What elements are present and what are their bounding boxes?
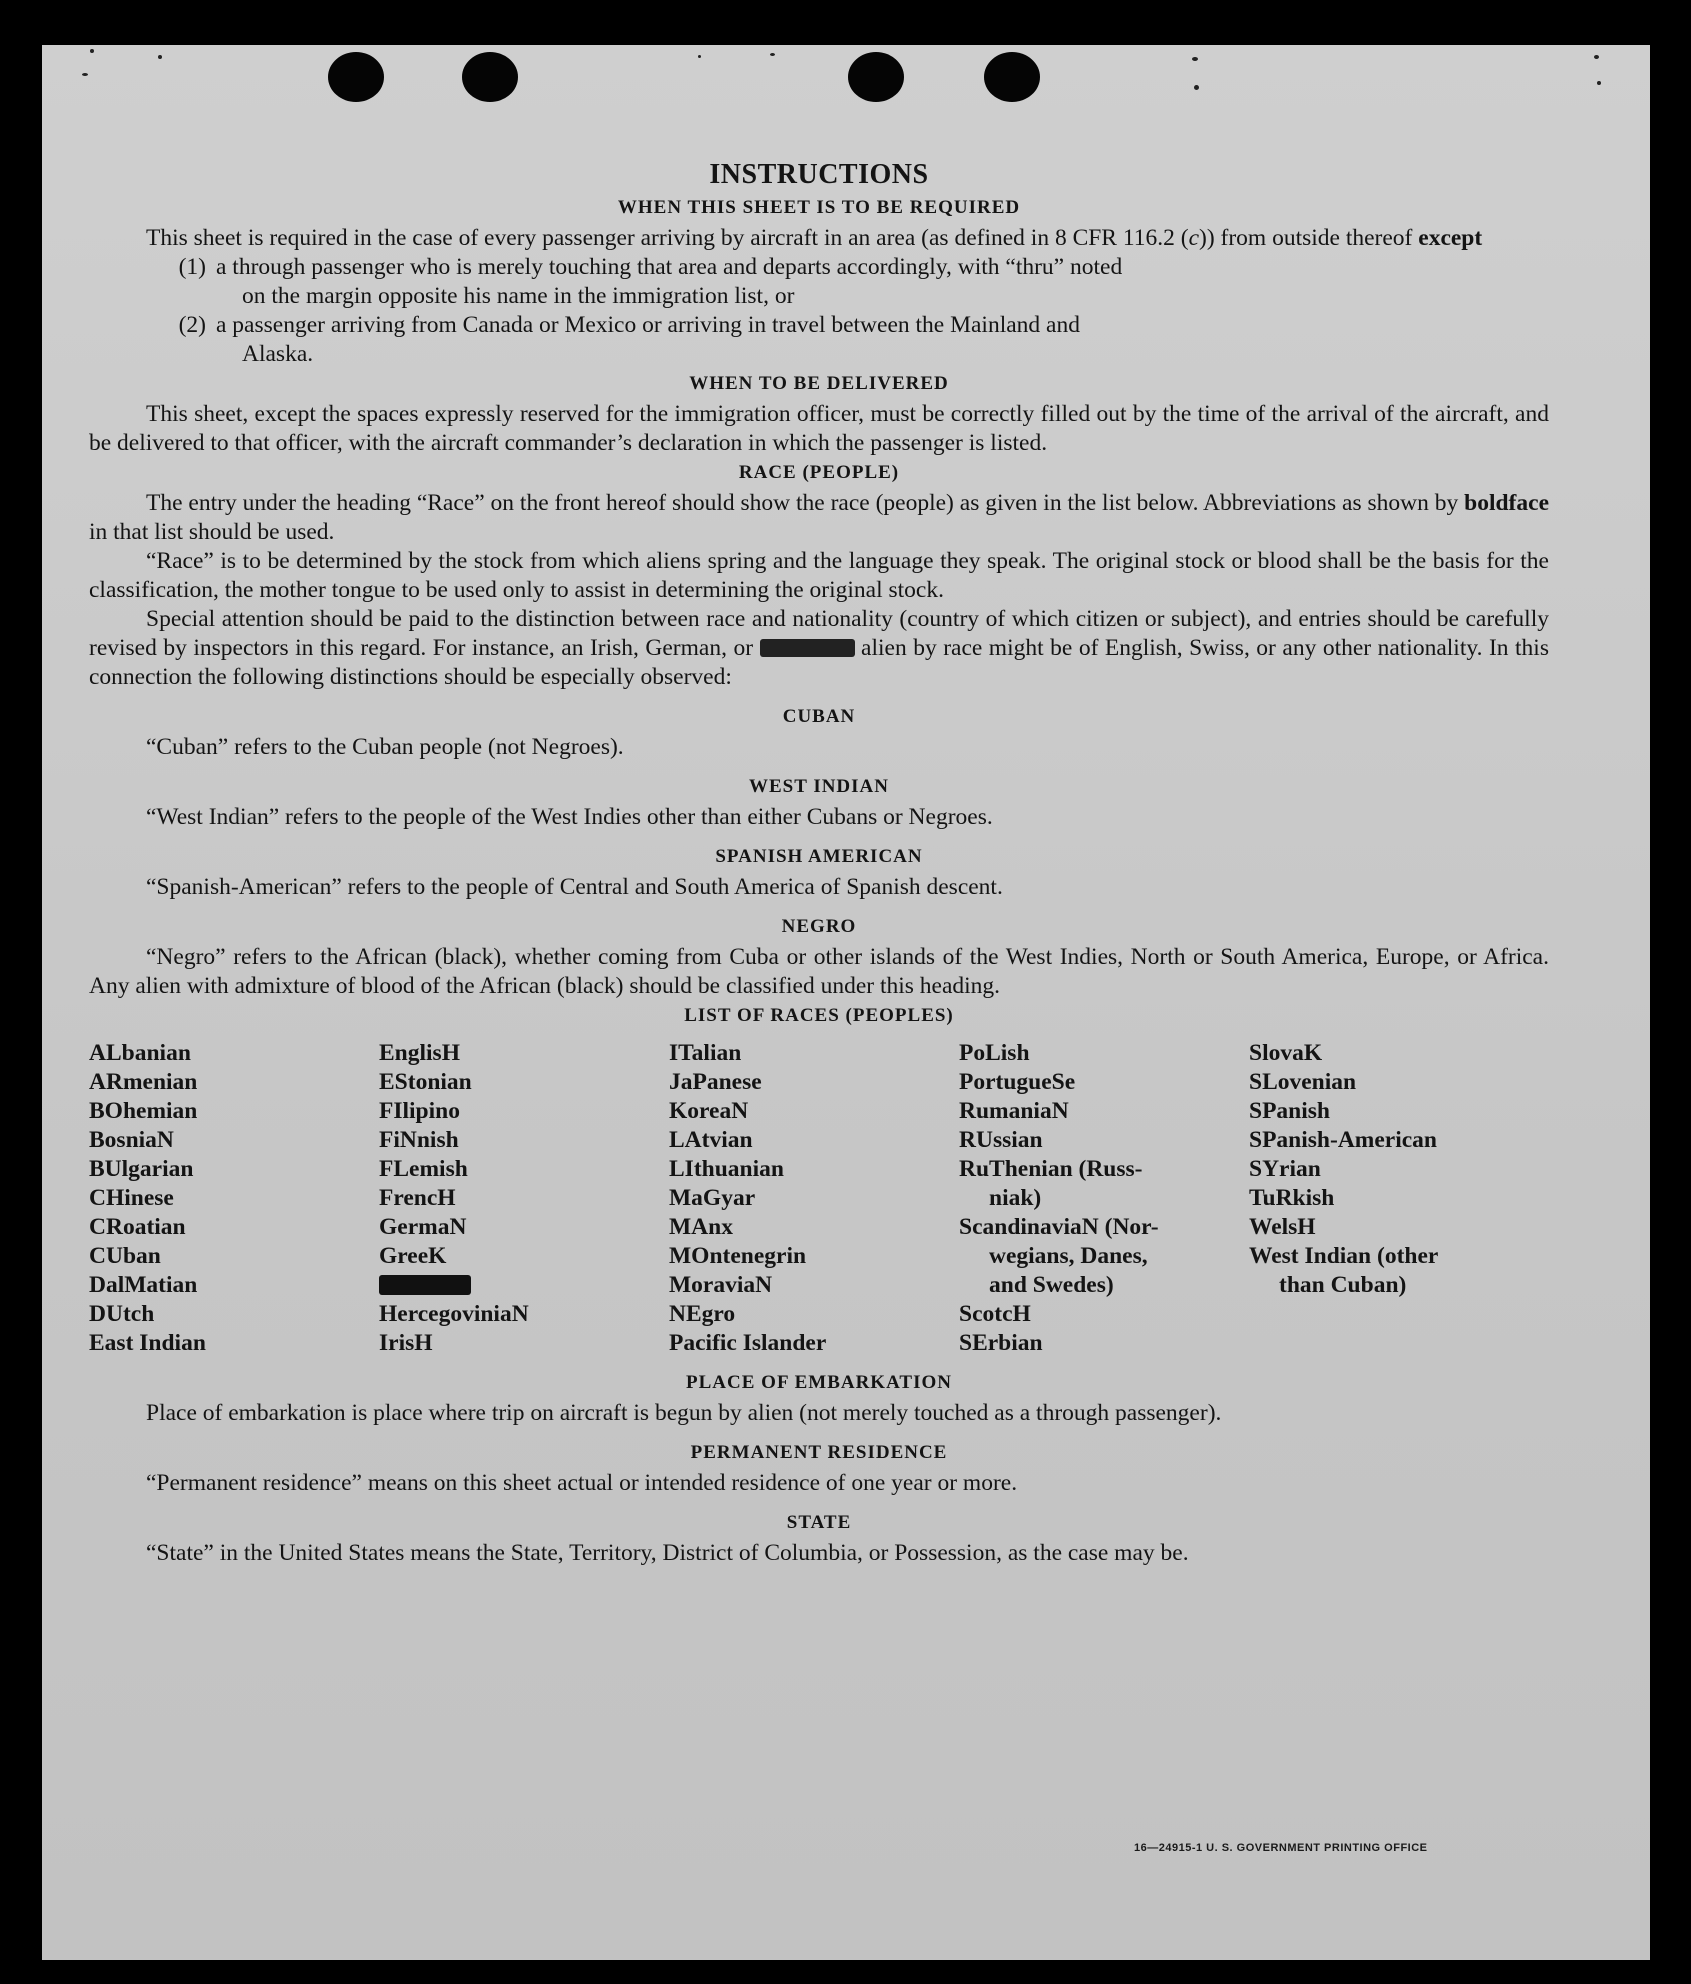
race-entry: LIthuanian <box>669 1156 784 1182</box>
race-entry: KoreaN <box>669 1098 749 1124</box>
race-entry-continuation <box>959 1242 1249 1271</box>
race-paragraph-1 <box>89 489 1549 547</box>
required-text-italic: c <box>1188 225 1199 251</box>
race-entry: East Indian <box>89 1330 206 1356</box>
race-entry: RuThenian (Russ- <box>959 1156 1143 1182</box>
speck <box>770 53 775 56</box>
race-entry: CRoatian <box>89 1214 186 1240</box>
speck <box>158 55 162 59</box>
race-entry: JaPanese <box>669 1069 762 1095</box>
race-entry: HercegoviniaN <box>379 1301 529 1327</box>
race-entry: ARmenian <box>89 1069 198 1095</box>
exception-text <box>216 253 1549 311</box>
speck <box>90 49 94 53</box>
punch-hole <box>848 52 904 102</box>
race-entry: WelsH <box>1249 1214 1316 1240</box>
speck <box>1192 57 1198 61</box>
race-entry: DalMatian <box>89 1272 198 1298</box>
speck <box>1594 55 1599 59</box>
race-entry-sub: and Swedes) <box>989 1272 1114 1298</box>
delivered-paragraph: This sheet, except the spaces expressly reserved for the immigration officer, must be correctly filled out by the time of the arrival of the aircraft, and be delivered to that officer, with the aircraft commander’s declaration in which the passenger is listed. <box>89 401 1549 456</box>
race-entry: TuRkish <box>1249 1185 1335 1211</box>
race-entry: MoraviaN <box>669 1272 773 1298</box>
section-heading-race: RACE (PEOPLE) <box>738 462 900 483</box>
race-entry: SYrian <box>1249 1156 1321 1182</box>
section-heading-west-indian: WEST INDIAN <box>749 776 889 797</box>
race-entry: BUlgarian <box>89 1156 194 1182</box>
section-heading-state: STATE <box>786 1512 852 1533</box>
race-paragraph-3 <box>89 605 1549 692</box>
section-heading-spanish-american: SPANISH AMERICAN <box>715 846 923 867</box>
section-heading-list-of-races: LIST OF RACES (PEOPLES) <box>684 1005 954 1026</box>
section-heading-negro: NEGRO <box>781 916 857 937</box>
required-text: This sheet is required in the case of every passenger arriving by aircraft in an area (as defined in 8 CFR 116.2 ( <box>146 225 1189 251</box>
races-column-3 <box>669 1039 959 1358</box>
race-entry: BOhemian <box>89 1098 198 1124</box>
race-entry: CUban <box>89 1243 161 1269</box>
speck <box>1194 85 1199 90</box>
exception-number: (2) <box>178 312 206 338</box>
race-entry: GermaN <box>379 1214 467 1240</box>
race-entry: FIlipino <box>379 1098 460 1124</box>
negro-paragraph: “Negro” refers to the African (black), whether coming from Cuba or other islands of the West Indies, North or South America, Europe, or Africa. Any alien with admixture of blood of the African (black) should be classified under this heading. <box>89 944 1549 999</box>
race-entry: FiNnish <box>379 1127 459 1153</box>
race-entry-sub: wegians, Danes, <box>989 1243 1148 1269</box>
race-entry: CHinese <box>89 1185 174 1211</box>
race-text: Special attention should be paid to the distinction between race and nationality (country of which citizen or subject), and entries should be carefully revised by inspectors in this regard. For instance, an Irish, German, or <box>89 606 1549 661</box>
redaction-mark <box>760 639 855 657</box>
race-entry: ALbanian <box>89 1040 191 1066</box>
speck <box>1597 81 1601 85</box>
races-table <box>89 1039 1549 1358</box>
state-paragraph: “State” in the United States means the State, Territory, District of Columbia, or Possession, as the case may be. <box>146 1540 1189 1566</box>
race-entry: RUssian <box>959 1127 1043 1153</box>
required-except: except <box>1418 225 1483 251</box>
race-entry: SErbian <box>959 1330 1043 1356</box>
race-entry: West Indian (other <box>1249 1243 1439 1269</box>
embarkation-paragraph: Place of embarkation is place where trip on aircraft is begun by alien (not merely touched as a through passenger). <box>146 1400 1222 1426</box>
residence-paragraph: “Permanent residence” means on this sheet actual or intended residence of one year or more. <box>146 1470 1018 1496</box>
cuban-paragraph: “Cuban” refers to the Cuban people (not Negroes). <box>146 734 624 760</box>
section-heading-delivered: WHEN TO BE DELIVERED <box>689 373 949 394</box>
race-entry: Pacific Islander <box>669 1330 827 1356</box>
race-paragraph-2: “Race” is to be determined by the stock from which aliens spring and the language they speak. The original stock or blood shall be the basis for the classification, the mother tongue to be used only to assist in determining the original stock. <box>89 548 1549 603</box>
race-entry: ITalian <box>669 1040 742 1066</box>
race-entry: EStonian <box>379 1069 472 1095</box>
race-entry: PoLish <box>959 1040 1030 1066</box>
race-entry: RumaniaN <box>959 1098 1069 1124</box>
print-code: 16—24915-1 U. S. GOVERNMENT PRINTING OFFICE <box>1134 1842 1428 1854</box>
race-entry: BosniaN <box>89 1127 174 1153</box>
exception-item <box>89 311 1549 369</box>
west-indian-paragraph: “West Indian” refers to the people of the West Indies other than either Cubans or Negroes. <box>146 804 993 830</box>
exception-text <box>216 311 1549 369</box>
races-column-1 <box>89 1039 379 1358</box>
race-entry: GreeK <box>379 1243 447 1269</box>
instructions-body <box>89 157 1549 1568</box>
race-entry: ScotcH <box>959 1301 1031 1327</box>
race-entry: SLovenian <box>1249 1069 1357 1095</box>
race-entry: FLemish <box>379 1156 468 1182</box>
race-entry: SPanish <box>1249 1098 1330 1124</box>
exception-line: a passenger arriving from Canada or Mexico or arriving in travel between the Mainland and <box>216 312 1080 338</box>
race-entry: SlovaK <box>1249 1040 1323 1066</box>
race-boldface: boldface <box>1464 490 1549 516</box>
race-entry: EnglisH <box>379 1040 460 1066</box>
race-entry: ScandinaviaN (Nor- <box>959 1214 1159 1240</box>
races-column-5 <box>1249 1039 1549 1358</box>
spanish-american-paragraph: “Spanish-American” refers to the people of Central and South America of Spanish descent. <box>146 874 1003 900</box>
page-title: INSTRUCTIONS <box>709 159 929 190</box>
section-heading-required: WHEN THIS SHEET IS TO BE REQUIRED <box>617 197 1021 218</box>
race-entry-continuation <box>959 1184 1249 1213</box>
speck <box>698 55 701 58</box>
instruction-sheet <box>42 45 1650 1960</box>
required-paragraph <box>89 224 1549 253</box>
race-entry: FrencH <box>379 1185 456 1211</box>
required-text-b: )) from outside thereof <box>1199 225 1419 251</box>
section-heading-cuban: CUBAN <box>782 706 856 727</box>
races-column-4 <box>959 1039 1249 1358</box>
race-entry: MaGyar <box>669 1185 756 1211</box>
section-heading-embarkation: PLACE OF EMBARKATION <box>686 1372 952 1393</box>
redaction-mark <box>379 1275 471 1295</box>
exception-line: a through passenger who is merely touching that area and departs accordingly, with “thru” noted <box>216 254 1123 280</box>
race-entry-continuation <box>959 1271 1249 1300</box>
race-text: The entry under the heading “Race” on the front hereof should show the race (people) as given in the list below. Abbreviations as shown by <box>146 490 1465 516</box>
race-entry: MOntenegrin <box>669 1243 807 1269</box>
exception-number: (1) <box>178 254 206 280</box>
race-entry: SPanish-American <box>1249 1127 1437 1153</box>
race-entry: PortugueSe <box>959 1069 1076 1095</box>
race-entry: LAtvian <box>669 1127 753 1153</box>
punch-hole <box>328 52 384 102</box>
race-text-end: alien by race might be of English, Swiss, or any other nationality. In this connection the following distinctions should be especially observed: <box>89 635 1549 690</box>
race-entry-continuation <box>1249 1271 1549 1300</box>
race-entry-sub: niak) <box>989 1185 1042 1211</box>
races-column-2 <box>379 1039 669 1358</box>
punch-hole <box>462 52 518 102</box>
race-entry-sub: than Cuban) <box>1279 1272 1407 1298</box>
exception-continuation: on the margin opposite his name in the immigration list, or <box>242 283 795 309</box>
race-text-end: in that list should be used. <box>89 519 335 545</box>
exception-item <box>89 253 1549 311</box>
race-entry: IrisH <box>379 1330 433 1356</box>
race-entry: NEgro <box>669 1301 736 1327</box>
punch-hole <box>984 52 1040 102</box>
exception-continuation: Alaska. <box>242 341 314 367</box>
section-heading-residence: PERMANENT RESIDENCE <box>690 1442 948 1463</box>
race-entry-redacted <box>379 1271 669 1300</box>
race-entry: MAnx <box>669 1214 733 1240</box>
speck <box>82 73 88 76</box>
race-entry: DUtch <box>89 1301 155 1327</box>
